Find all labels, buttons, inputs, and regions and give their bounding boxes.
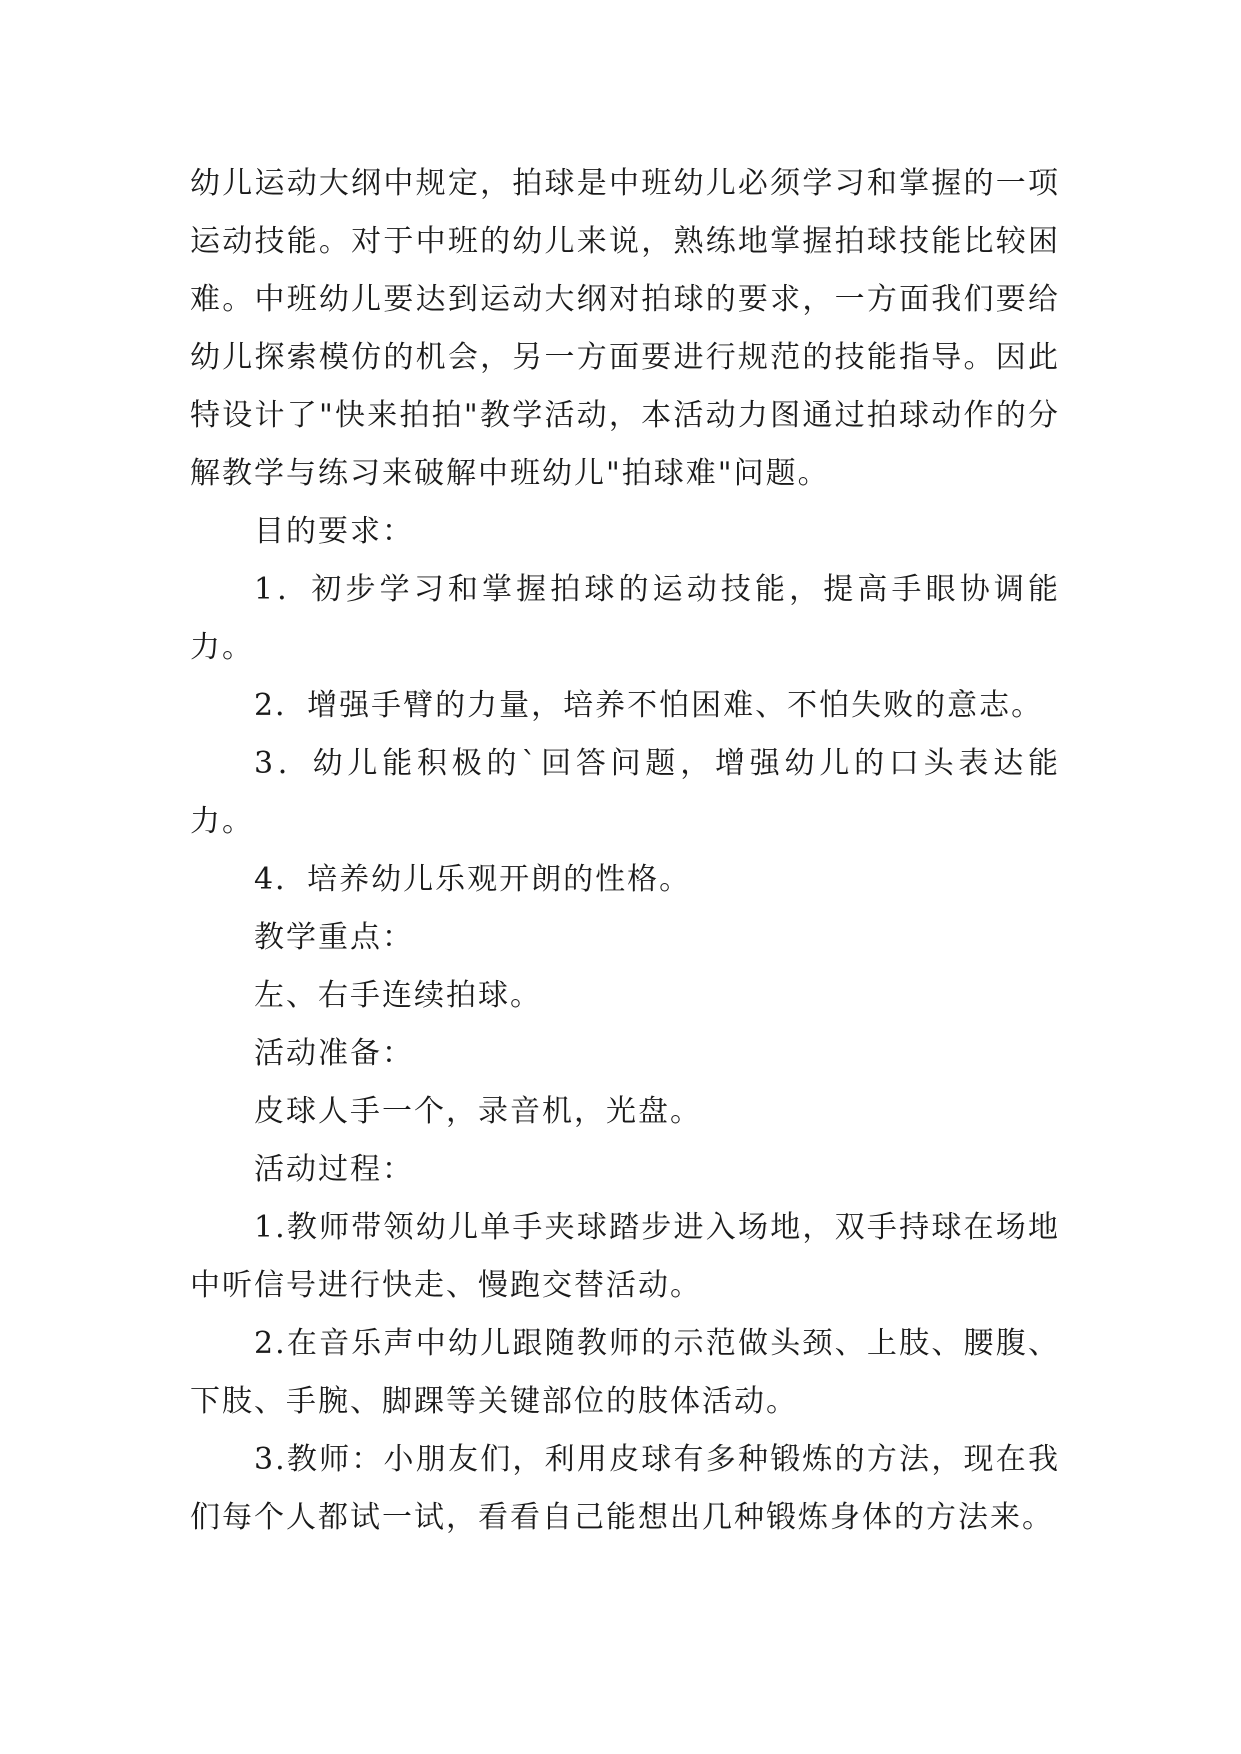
heading-preparation: 活动准备： — [254, 1036, 414, 1071]
document-body — [190, 155, 1060, 1547]
heading-key-points: 教学重点： — [254, 920, 414, 955]
objective-item-4: 4．培养幼儿乐观开朗的性格。 — [254, 862, 692, 897]
process-step-1: 1.教师带领幼儿单手夹球踏步进入场地，双手持球在场地中听信号进行快走、慢跑交替活动。 — [190, 1210, 1060, 1303]
process-step-3: 3.教师：小朋友们，利用皮球有多种锻炼的方法，现在我们每个人都试一试，看看自己能想出几种锻炼身体的方法来。 — [190, 1442, 1060, 1535]
objective-item-2: 2．增强手臂的力量，培养不怕困难、不怕失败的意志。 — [254, 688, 1044, 723]
objective-item-1: 1．初步学习和掌握拍球的运动技能，提高手眼协调能力。 — [190, 572, 1060, 665]
key-point-text: 左、右手连续拍球。 — [254, 978, 542, 1013]
paragraph-intro: 幼儿运动大纲中规定，拍球是中班幼儿必须学习和掌握的一项运动技能。对于中班的幼儿来说，熟练地掌握拍球技能比较困难。中班幼儿要达到运动大纲对拍球的要求，一方面我们要给幼儿探索模仿的机会，另一方面要进行规范的技能指导。因此特设计了"快来拍拍"教学活动，本活动力图通过拍球动作的分解教学与练习来破解中班幼儿"拍球难"问题。 — [190, 166, 1060, 491]
objective-item-3: 3．幼儿能积极的`回答问题，增强幼儿的口头表达能力。 — [190, 746, 1060, 839]
heading-objectives: 目的要求： — [254, 514, 414, 549]
preparation-text: 皮球人手一个，录音机，光盘。 — [254, 1094, 702, 1129]
heading-process: 活动过程： — [254, 1152, 414, 1187]
process-step-2: 2.在音乐声中幼儿跟随教师的示范做头颈、上肢、腰腹、下肢、手腕、脚踝等关键部位的肢体活动。 — [190, 1326, 1060, 1419]
